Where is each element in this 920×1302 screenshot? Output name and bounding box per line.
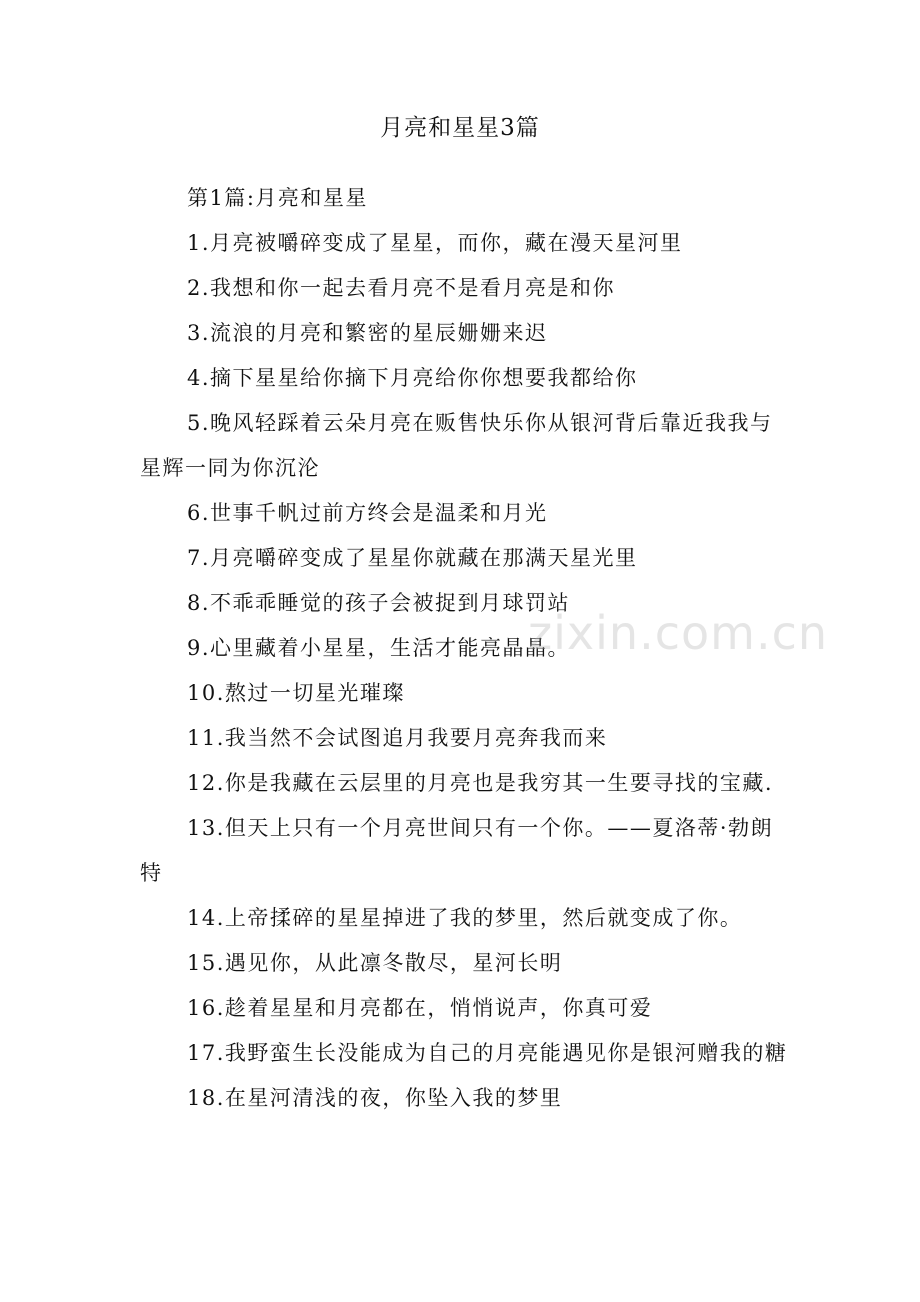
section-heading: 第1篇:月亮和星星 (187, 186, 368, 210)
watermark-text: zixin.com.cn (528, 606, 829, 660)
list-item: 14.上帝揉碎的星星掉进了我的梦里，然后就变成了你。 (187, 906, 743, 930)
list-item: 13.但天上只有一个月亮世间只有一个你。——夏洛蒂·勃朗特 (140, 816, 774, 885)
list-item: 3.流浪的月亮和繁密的星辰姗姗来迟 (187, 321, 548, 345)
list-item: 2.我想和你一起去看月亮不是看月亮是和你 (187, 276, 616, 300)
list-item: 18.在星河清浅的夜，你坠入我的梦里 (187, 1086, 563, 1110)
document-body (140, 176, 790, 1121)
document-title: 月亮和星星3篇 (380, 115, 540, 141)
list-item: 11.我当然不会试图追月我要月亮奔我而来 (187, 726, 608, 750)
list-item: 4.摘下星星给你摘下月亮给你你想要我都给你 (187, 366, 638, 390)
list-item: 8.不乖乖睡觉的孩子会被捉到月球罚站 (187, 591, 571, 615)
list-item: 16.趁着星星和月亮都在，悄悄说声，你真可爱 (187, 996, 653, 1020)
list-item: 9.心里藏着小星星，生活才能亮晶晶。 (187, 636, 571, 660)
list-item: 15.遇见你，从此凛冬散尽，星河长明 (187, 951, 563, 975)
list-item: 10.熬过一切星光璀璨 (187, 681, 405, 705)
list-item: 6.世事千帆过前方终会是温柔和月光 (187, 501, 548, 525)
list-item: 12.你是我藏在云层里的月亮也是我穷其一生要寻找的宝藏. (187, 771, 774, 795)
list-item: 5.晚风轻踩着云朵月亮在贩售快乐你从银河背后靠近我我与星辉一同为你沉沦 (140, 411, 773, 480)
list-item: 1.月亮被嚼碎变成了星星，而你，藏在漫天星河里 (187, 231, 683, 255)
list-item: 17.我野蛮生长没能成为自己的月亮能遇见你是银河赠我的糖 (187, 1041, 788, 1065)
list-item: 7.月亮嚼碎变成了星星你就藏在那满天星光里 (187, 546, 638, 570)
